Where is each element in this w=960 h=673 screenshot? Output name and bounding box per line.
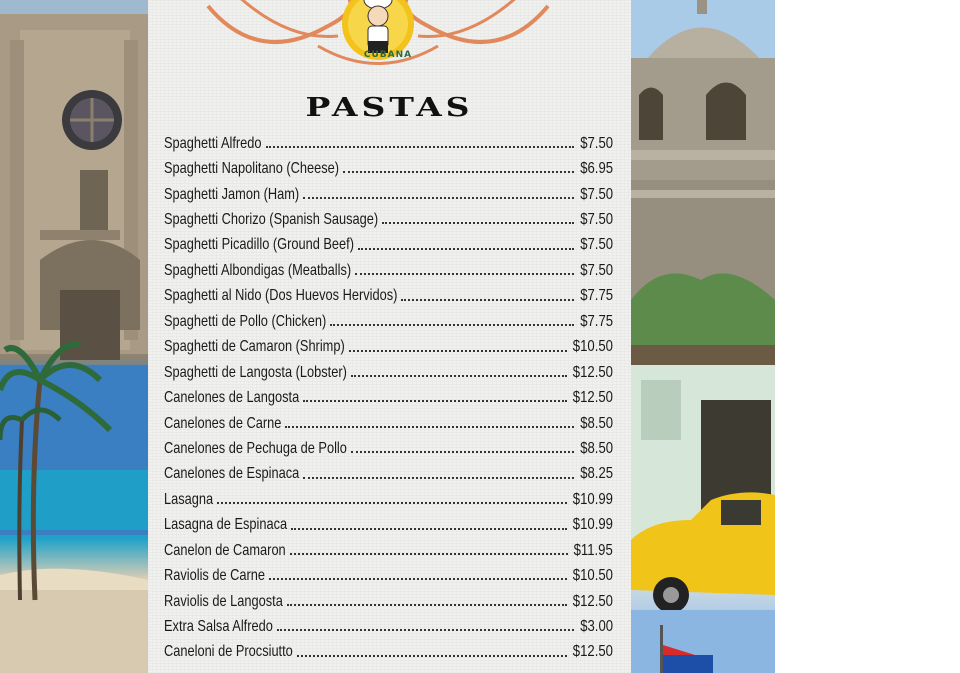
- menu-item-price: $11.95: [573, 541, 613, 559]
- menu-item-name: Spaghetti Picadillo (Ground Beef): [164, 236, 354, 254]
- menu-item: [164, 487, 613, 512]
- menu-item-name: Canelones de Pechuga de Pollo: [164, 439, 347, 457]
- menu-item: [164, 563, 613, 588]
- right-photo-tower-car: [631, 0, 775, 673]
- menu-item-price: $10.50: [572, 338, 613, 356]
- menu-item-name: Extra Salsa Alfredo: [164, 618, 273, 636]
- dot-leader: [303, 475, 574, 479]
- menu-item: [164, 640, 613, 665]
- dot-leader: [303, 195, 574, 199]
- menu-item-name: Canelones de Carne: [164, 414, 282, 432]
- menu-item-name: Spaghetti de Camaron (Shrimp): [164, 338, 345, 356]
- menu-item-price: $12.50: [572, 389, 613, 407]
- menu-item: [164, 233, 613, 258]
- menu-item: [164, 335, 613, 360]
- menu-item: [164, 462, 613, 487]
- menu-item-price: $6.95: [580, 160, 613, 178]
- menu-item: [164, 538, 613, 563]
- menu-item-price: $7.75: [580, 287, 613, 305]
- menu-item: [164, 589, 613, 614]
- menu-item-price: $8.25: [580, 465, 613, 483]
- menu-item-name: Caneloni de Procsiutto: [164, 643, 293, 661]
- menu-item: [164, 182, 613, 207]
- menu-item-name: Spaghetti Chorizo (Spanish Sausage): [164, 211, 379, 229]
- menu-item: [164, 207, 613, 232]
- menu-item: [164, 309, 613, 334]
- section-title: PASTAS: [305, 92, 474, 123]
- dot-leader: [217, 500, 567, 504]
- menu-item: [164, 614, 613, 639]
- dot-leader: [291, 526, 567, 530]
- menu-paper: [148, 0, 631, 673]
- menu-item: [164, 360, 613, 385]
- menu-item-name: Spaghetti de Pollo (Chicken): [164, 312, 327, 330]
- menu-item-name: Spaghetti de Langosta (Lobster): [164, 363, 347, 381]
- menu-item-name: Spaghetti al Nido (Dos Huevos Hervidos): [164, 287, 398, 305]
- menu-item-price: $3.00: [580, 618, 613, 636]
- dot-leader: [277, 627, 574, 631]
- dot-leader: [351, 373, 567, 377]
- menu-item-price: $10.99: [572, 490, 613, 508]
- tower-car-illustration: [631, 0, 775, 673]
- menu-item: [164, 411, 613, 436]
- menu-item-price: $8.50: [580, 414, 613, 432]
- menu-item-price: $12.50: [572, 592, 613, 610]
- dot-leader: [355, 271, 574, 275]
- dot-leader: [287, 602, 567, 606]
- menu-item-price: $7.50: [580, 236, 613, 254]
- menu-item: [164, 258, 613, 283]
- menu-item-price: $10.50: [572, 567, 613, 585]
- menu-item-name: Spaghetti Napolitano (Cheese): [164, 160, 340, 178]
- dot-leader: [269, 576, 567, 580]
- dot-leader: [358, 246, 574, 250]
- menu-item-name: Canelones de Langosta: [164, 389, 300, 407]
- dot-leader: [266, 144, 575, 148]
- dot-leader: [285, 424, 574, 428]
- dot-leader: [330, 322, 574, 326]
- menu-item-name: Canelon de Camaron: [164, 541, 286, 559]
- menu-item: [164, 385, 613, 410]
- dot-leader: [297, 653, 567, 657]
- menu-item-name: Spaghetti Albondigas (Meatballs): [164, 261, 352, 279]
- menu-item: [164, 284, 613, 309]
- menu-item-price: $12.50: [572, 363, 613, 381]
- menu-item: [164, 156, 613, 181]
- menu-item-list: [164, 131, 613, 665]
- dot-leader: [351, 449, 574, 453]
- dot-leader: [343, 169, 574, 173]
- dot-leader: [382, 220, 574, 224]
- menu-item-price: $12.50: [572, 643, 613, 661]
- menu-item-name: Lasagna de Espinaca: [164, 516, 288, 534]
- logo-wordmark: CUBANA: [363, 50, 413, 60]
- menu-item-name: Raviolis de Langosta: [164, 592, 283, 610]
- menu-item-price: $8.50: [580, 439, 613, 457]
- dot-leader: [303, 398, 567, 402]
- menu-item: [164, 436, 613, 461]
- left-photo-cathedral-beach: [0, 0, 148, 673]
- menu-item-price: $7.50: [580, 185, 613, 203]
- menu-item-name: Canelones de Espinaca: [164, 465, 300, 483]
- menu-item: [164, 131, 613, 156]
- menu-item-price: $7.50: [580, 134, 613, 152]
- menu-item-price: $7.75: [580, 312, 613, 330]
- cubana-chef-logo: [198, 0, 558, 76]
- menu-item-price: $10.99: [572, 516, 613, 534]
- menu-item-name: Lasagna: [164, 490, 214, 508]
- menu-item-price: $7.50: [580, 211, 613, 229]
- dot-leader: [349, 348, 567, 352]
- dot-leader: [401, 297, 574, 301]
- menu-item-name: Raviolis de Carne: [164, 567, 266, 585]
- menu-item-price: $7.50: [580, 261, 613, 279]
- menu-item: [164, 513, 613, 538]
- menu-item-name: Spaghetti Jamon (Ham): [164, 185, 300, 203]
- menu-item-name: Spaghetti Alfredo: [164, 134, 262, 152]
- cathedral-beach-illustration: [0, 0, 148, 673]
- dot-leader: [290, 551, 568, 555]
